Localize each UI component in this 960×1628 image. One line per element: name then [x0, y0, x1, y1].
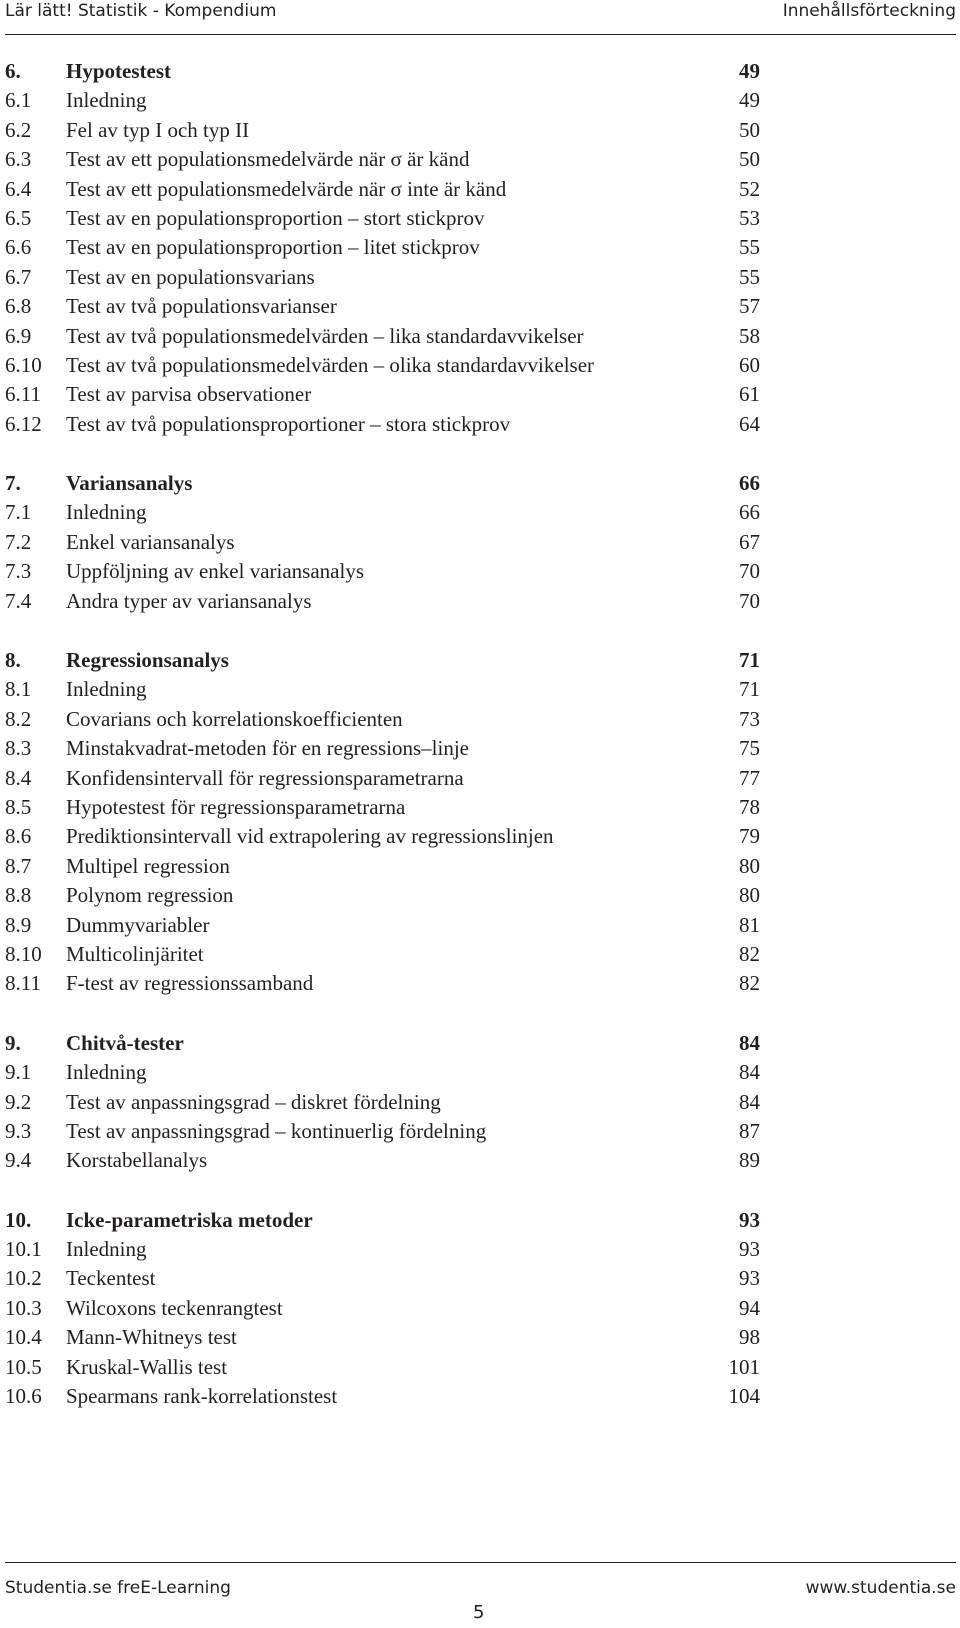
toc-entry[interactable]: [5, 380, 760, 409]
entry-number: 8.11: [5, 971, 41, 996]
footer-divider: [5, 1562, 956, 1563]
toc-chapter-section: [5, 1206, 760, 1412]
entry-page-number: 93: [739, 1266, 760, 1291]
toc-chapter-heading[interactable]: [5, 646, 760, 675]
entry-title: Hypotestest: [66, 59, 171, 83]
toc-entry[interactable]: [5, 175, 760, 204]
toc-entry[interactable]: [5, 822, 760, 851]
entry-page-number: 50: [739, 147, 760, 172]
toc-entry[interactable]: [5, 263, 760, 292]
entry-number: 6.12: [5, 411, 42, 436]
entry-number: 6.5: [5, 205, 32, 230]
entry-page-number: 49: [739, 88, 760, 113]
table-of-contents: [5, 57, 760, 1441]
entry-page-number: 64: [739, 411, 760, 436]
page-number: 5: [473, 1602, 485, 1623]
entry-title: Dummyvariabler: [66, 912, 210, 937]
toc-entry[interactable]: [5, 322, 760, 351]
toc-entry[interactable]: [5, 969, 760, 998]
toc-entry[interactable]: [5, 528, 760, 557]
toc-entry[interactable]: [5, 351, 760, 380]
entry-number: 6.2: [5, 117, 32, 142]
toc-entry[interactable]: [5, 1088, 760, 1117]
entry-number: 10.2: [5, 1266, 42, 1291]
toc-entry[interactable]: [5, 705, 760, 734]
page-header: [0, 0, 960, 36]
entry-page-number: 78: [739, 794, 760, 819]
entry-title: Prediktionsintervall vid extrapolering av regressionslinjen: [66, 824, 554, 849]
entry-title: Test av ett populationsmedelvärde när σ inte är känd: [66, 176, 507, 201]
entry-number: 9.2: [5, 1089, 32, 1114]
entry-page-number: 58: [739, 323, 760, 348]
toc-entry[interactable]: [5, 1058, 760, 1087]
entry-title: Test av en populationsproportion – stort stickprov: [66, 205, 485, 230]
entry-title: Teckentest: [66, 1266, 156, 1291]
entry-page-number: 81: [739, 912, 760, 937]
entry-number: 8.8: [5, 883, 32, 908]
entry-title: Test av två populationsmedelvärden – lika standardavvikelser: [66, 323, 584, 348]
entry-title: Spearmans rank-korrelationstest: [66, 1384, 338, 1409]
entry-title: Kruskal-Wallis test: [66, 1354, 228, 1379]
toc-entry[interactable]: [5, 116, 760, 145]
entry-number: 8.2: [5, 706, 32, 731]
toc-entry[interactable]: [5, 940, 760, 969]
entry-page-number: 87: [739, 1118, 760, 1143]
entry-title: Test av parvisa observationer: [66, 382, 312, 407]
toc-entry[interactable]: [5, 1323, 760, 1352]
toc-entry[interactable]: [5, 145, 760, 174]
entry-number: 8.1: [5, 677, 32, 702]
toc-chapter-section: [5, 1029, 760, 1176]
toc-entry[interactable]: [5, 1353, 760, 1382]
entry-number: 7.4: [5, 588, 32, 613]
toc-entry[interactable]: [5, 881, 760, 910]
entry-page-number: 53: [739, 205, 760, 230]
toc-chapter-heading[interactable]: [5, 57, 760, 86]
entry-number: 6.4: [5, 176, 32, 201]
toc-entry[interactable]: [5, 1264, 760, 1293]
entry-page-number: 77: [739, 765, 760, 790]
entry-number: 6.1: [5, 88, 32, 113]
entry-title: Enkel variansanalys: [66, 529, 235, 554]
entry-title: Andra typer av variansanalys: [66, 588, 312, 613]
entry-title: Konfidensintervall för regressionsparametrarna: [66, 765, 464, 790]
toc-entry[interactable]: [5, 1235, 760, 1264]
entry-title: Test av anpassningsgrad – diskret fördelning: [66, 1089, 441, 1114]
entry-title: Inledning: [66, 1060, 147, 1085]
toc-entry[interactable]: [5, 204, 760, 233]
entry-number: 6.7: [5, 264, 32, 289]
entry-number: 9.3: [5, 1118, 32, 1143]
entry-page-number: 84: [739, 1030, 760, 1055]
entry-title: Mann-Whitneys test: [66, 1325, 237, 1350]
toc-entry[interactable]: [5, 793, 760, 822]
entry-title: Inledning: [66, 500, 147, 525]
toc-entry[interactable]: [5, 292, 760, 321]
entry-page-number: 55: [739, 235, 760, 260]
footer-publisher: Studentia.se freE-Learning: [5, 1578, 231, 1598]
toc-entry[interactable]: [5, 587, 760, 616]
entry-page-number: 79: [739, 824, 760, 849]
entry-title: Test av en populationsproportion – litet stickprov: [66, 235, 480, 260]
entry-title: Test av två populationsmedelvärden – olika standardavvikelser: [66, 352, 595, 377]
entry-title: Multipel regression: [66, 853, 230, 878]
entry-title: Hypotestest för regressionsparametrarna: [66, 794, 406, 819]
entry-title: Regressionsanalys: [66, 648, 229, 673]
toc-chapter-heading[interactable]: [5, 1206, 760, 1235]
entry-page-number: 70: [739, 559, 760, 584]
entry-number: 10.1: [5, 1237, 42, 1262]
entry-number: 6.: [5, 59, 21, 83]
entry-number: 9.: [5, 1030, 21, 1055]
entry-title: Chitvå-tester: [66, 1030, 184, 1055]
entry-page-number: 57: [739, 294, 760, 319]
entry-number: 8.4: [5, 765, 32, 790]
entry-number: 6.11: [5, 382, 41, 407]
entry-page-number: 60: [739, 352, 760, 377]
entry-page-number: 80: [739, 883, 760, 908]
entry-page-number: 84: [739, 1060, 760, 1085]
entry-number: 6.3: [5, 147, 32, 172]
entry-number: 9.4: [5, 1148, 32, 1173]
entry-page-number: 82: [739, 941, 760, 966]
entry-page-number: 70: [739, 588, 760, 613]
toc-entry[interactable]: [5, 675, 760, 704]
entry-number: 6.9: [5, 323, 32, 348]
entry-number: 8.: [5, 648, 21, 673]
entry-page-number: 61: [739, 382, 760, 407]
toc-entry[interactable]: [5, 734, 760, 763]
entry-title: Inledning: [66, 677, 147, 702]
entry-page-number: 93: [739, 1207, 760, 1232]
entry-number: 6.8: [5, 294, 32, 319]
entry-title: Minstakvadrat-metoden för en regressions–linje: [66, 736, 469, 761]
entry-number: 7.1: [5, 500, 32, 525]
entry-page-number: 55: [739, 264, 760, 289]
entry-title: Polynom regression: [66, 883, 234, 908]
entry-title: F-test av regressionssamband: [66, 971, 314, 996]
entry-title: Icke-parametriska metoder: [66, 1207, 313, 1232]
entry-page-number: 73: [739, 706, 760, 731]
entry-number: 6.10: [5, 352, 42, 377]
toc-chapter-heading[interactable]: [5, 1029, 760, 1058]
entry-page-number: 98: [739, 1325, 760, 1350]
entry-title: Test av ett populationsmedelvärde när σ är känd: [66, 147, 470, 172]
footer-website-link[interactable]: www.studentia.se: [805, 1578, 956, 1598]
entry-page-number: 80: [739, 853, 760, 878]
header-book-title: Lär lätt! Statistik - Kompendium: [5, 1, 277, 21]
entry-page-number: 71: [739, 677, 760, 702]
toc-entry[interactable]: [5, 1146, 760, 1175]
entry-number: 8.5: [5, 794, 32, 819]
entry-title: Test av anpassningsgrad – kontinuerlig fördelning: [66, 1118, 487, 1143]
entry-number: 7.2: [5, 529, 32, 554]
toc-entry[interactable]: [5, 233, 760, 262]
entry-page-number: 75: [739, 736, 760, 761]
entry-title: Test av två populationsvarianser: [66, 294, 337, 319]
entry-number: 8.3: [5, 736, 32, 761]
entry-number: 8.9: [5, 912, 32, 937]
entry-number: 10.3: [5, 1295, 42, 1320]
toc-entry[interactable]: [5, 764, 760, 793]
toc-chapter-section: [5, 57, 760, 439]
toc-entry[interactable]: [5, 911, 760, 940]
toc-chapter-heading[interactable]: [5, 469, 760, 498]
toc-entry[interactable]: [5, 86, 760, 115]
entry-page-number: 66: [739, 500, 760, 525]
entry-number: 7.3: [5, 559, 32, 584]
entry-page-number: 52: [739, 176, 760, 201]
entry-page-number: 82: [739, 971, 760, 996]
entry-title: Variansanalys: [66, 471, 193, 496]
toc-entry[interactable]: [5, 498, 760, 527]
entry-number: 10.4: [5, 1325, 42, 1350]
entry-title: Uppföljning av enkel variansanalys: [66, 559, 364, 584]
entry-page-number: 71: [739, 648, 760, 673]
entry-number: 8.10: [5, 941, 42, 966]
header-divider: [5, 34, 956, 35]
entry-page-number: 101: [728, 1354, 760, 1379]
entry-title: Test av två populationsproportioner – stora stickprov: [66, 411, 511, 436]
entry-title: Inledning: [66, 1237, 147, 1262]
header-section-title: Innehållsförteckning: [782, 1, 956, 21]
entry-page-number: 49: [739, 59, 760, 83]
entry-title: Korstabellanalys: [66, 1148, 208, 1173]
toc-chapter-section: [5, 469, 760, 616]
entry-page-number: 104: [728, 1384, 760, 1409]
entry-number: 10.: [5, 1207, 32, 1232]
entry-number: 10.6: [5, 1384, 42, 1409]
toc-entry[interactable]: [5, 852, 760, 881]
entry-number: 6.6: [5, 235, 32, 260]
toc-entry[interactable]: [5, 1382, 760, 1411]
entry-page-number: 50: [739, 117, 760, 142]
toc-entry[interactable]: [5, 1117, 760, 1146]
entry-page-number: 94: [739, 1295, 760, 1320]
entry-number: 10.5: [5, 1354, 42, 1379]
entry-title: Covarians och korrelationskoefficienten: [66, 706, 403, 731]
entry-title: Inledning: [66, 88, 147, 113]
entry-page-number: 67: [739, 529, 760, 554]
entry-number: 8.7: [5, 853, 32, 878]
entry-page-number: 66: [739, 471, 760, 496]
entry-page-number: 89: [739, 1148, 760, 1173]
toc-entry[interactable]: [5, 1294, 760, 1323]
entry-number: 7.: [5, 471, 21, 496]
entry-number: 8.6: [5, 824, 32, 849]
entry-page-number: 93: [739, 1237, 760, 1262]
toc-entry[interactable]: [5, 410, 760, 439]
toc-entry[interactable]: [5, 557, 760, 586]
entry-title: Test av en populationsvarians: [66, 264, 315, 289]
entry-page-number: 84: [739, 1089, 760, 1114]
toc-chapter-section: [5, 646, 760, 999]
entry-title: Multicolinjäritet: [66, 941, 204, 966]
entry-title: Wilcoxons teckenrangtest: [66, 1295, 283, 1320]
entry-title: Fel av typ I och typ II: [66, 117, 250, 142]
entry-number: 9.1: [5, 1060, 32, 1085]
